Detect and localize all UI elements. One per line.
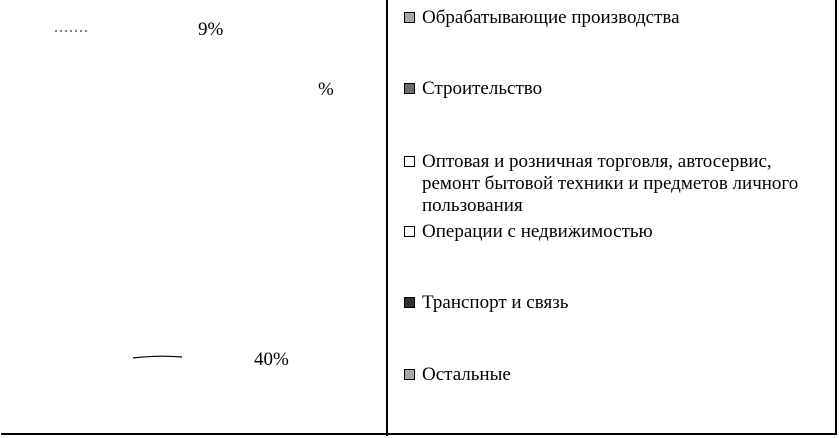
legend-swatch <box>404 297 415 308</box>
legend-swatch <box>404 83 415 94</box>
legend-label: Транспорт и связь <box>422 292 569 313</box>
pie-chart <box>0 0 386 436</box>
data-label-9pct: 9% <box>198 19 224 40</box>
plot-area <box>0 0 386 436</box>
data-label-40pct: 40% <box>254 349 289 370</box>
legend-swatch <box>404 369 415 380</box>
legend-label: Строительство <box>422 78 543 99</box>
legend-item <box>404 292 830 314</box>
pie-slice-edge <box>133 356 182 358</box>
legend-swatch <box>404 12 415 23</box>
legend-divider <box>386 0 388 436</box>
legend-swatch <box>404 226 415 237</box>
legend-item <box>404 78 830 100</box>
data-label-percent-sign: % <box>318 79 334 100</box>
legend-label: Обрабатывающие производства <box>422 7 680 28</box>
legend-item <box>404 151 830 217</box>
legend-item <box>404 221 830 243</box>
legend-label: Оптовая и розничная торговля, автосервис, ремонт бытовой техники и предметов личного пользования <box>422 151 799 216</box>
legend-item <box>404 364 830 386</box>
legend <box>404 0 830 436</box>
legend-swatch <box>404 156 415 167</box>
legend-item <box>404 7 830 29</box>
legend-label: Операции с недвижимостью <box>422 221 653 242</box>
legend-label: Остальные <box>422 364 511 385</box>
